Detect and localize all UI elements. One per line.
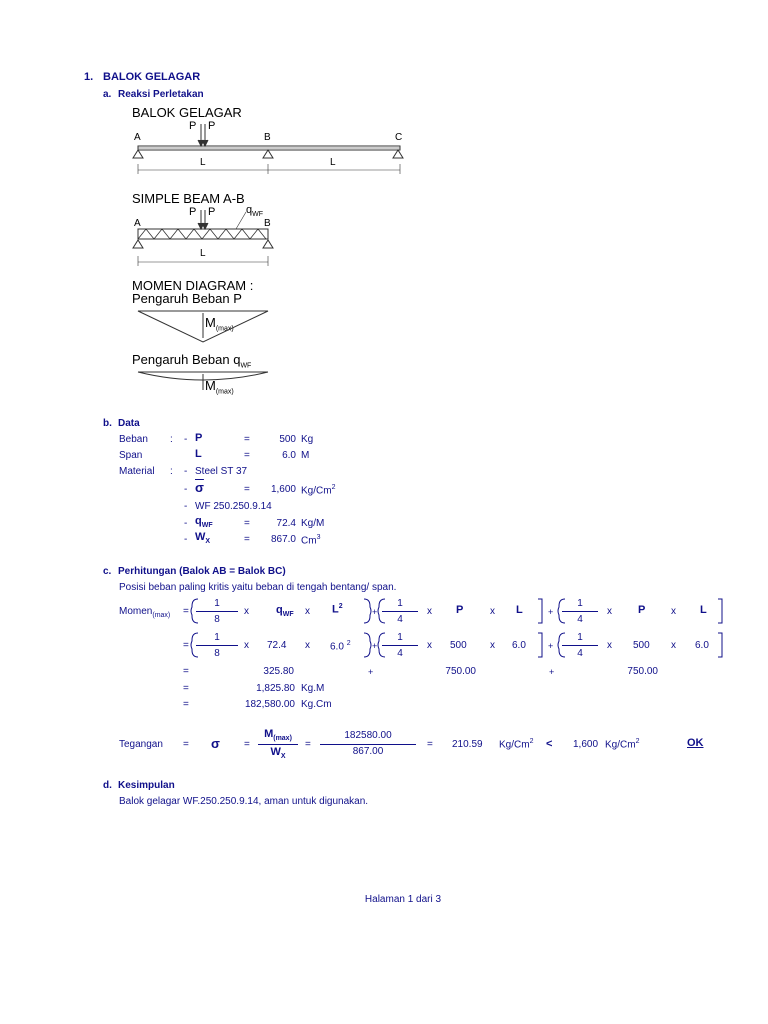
calc-q-symbol: $q_{WF}$ (276, 604, 294, 619)
tegangan-eq-1: = (183, 739, 189, 750)
conclusion-text: Balok gelagar WF.250.250.9.14, aman untuk digunakan. (119, 796, 369, 807)
diagram1-support-c: C (395, 132, 403, 143)
diagram2-load-left: P (189, 206, 197, 218)
diagram2-support-a: A (134, 218, 141, 229)
diagram3-mmax: $M_{(max)}$ (205, 315, 234, 333)
q-symbol: $q_{WF}$ (195, 515, 213, 530)
q-dash: - (184, 518, 188, 529)
allowable-unit: Kg/Cm$^2$ (605, 738, 640, 751)
l-symbol: L (195, 448, 202, 460)
diagram2-q-label: $q_{WF}$ (246, 204, 264, 219)
plus-3: + (372, 641, 378, 651)
section-number: 1. (84, 71, 94, 83)
result-part-2: 750.00 (445, 666, 476, 677)
allowable-stress: 1,600 (573, 739, 599, 750)
l-value: 6.0 (282, 450, 296, 461)
sigma-symbol: $\overline{\sigma}$ (195, 480, 204, 495)
l-unit: M (301, 450, 310, 461)
diagram1-load-right: P (208, 120, 216, 132)
tegangan-eq-3: = (305, 739, 311, 750)
w-value: 867.0 (270, 534, 296, 545)
sigma-unit: Kg/Cm$^2$ (301, 484, 336, 497)
plus-1: + (372, 607, 378, 617)
p-eq: = (244, 434, 250, 445)
steel-grade: Steel ST 37 (195, 466, 248, 477)
diagram2-support-b: B (264, 218, 271, 229)
wf-dash: - (184, 501, 188, 512)
less-than: < (546, 738, 553, 750)
w-eq: = (244, 534, 250, 545)
beban-label: Beban (119, 434, 148, 445)
plus-2: + (548, 607, 554, 617)
calc-l-symbol-a: L (516, 604, 523, 616)
subsection-a-number: a. (103, 89, 112, 100)
diagram2-title: SIMPLE BEAM A-B (132, 191, 245, 206)
q-value: 72.4 (276, 518, 296, 529)
x-7: x (244, 640, 249, 651)
frac-1-8-b: 1 8 (196, 632, 238, 659)
subsection-b-title: Data (118, 418, 140, 429)
page-footer: Halaman 1 dari 3 (364, 894, 442, 905)
diagram2-load-right: P (208, 206, 216, 218)
row3-eq: = (183, 666, 189, 677)
x-2: x (305, 606, 310, 617)
momen-total-cm-unit: Kg.Cm (301, 699, 332, 710)
section-title: BALOK GELAGAR (103, 71, 201, 83)
x-1: x (244, 606, 249, 617)
p-unit: Kg (301, 434, 314, 445)
row4-eq: = (183, 683, 189, 694)
diagram1-span-right: L (330, 157, 336, 168)
subsection-c-title: Perhitungan (Balok AB = Balok BC) (118, 566, 286, 577)
result-part-1: 325.80 (263, 666, 294, 677)
calc-l-value-squared: 6.0 $^2$ (330, 640, 351, 653)
material-colon: : (170, 466, 173, 477)
diagram4-mmax: $M_{(max)}$ (205, 378, 234, 396)
momen-eq: = (183, 606, 189, 617)
calc-q-value: 72.4 (267, 640, 287, 651)
frac-1-4-c: 1 4 (382, 632, 418, 659)
subsection-c-number: c. (103, 566, 112, 577)
tegangan-eq-4: = (427, 739, 433, 750)
p-value: 500 (279, 434, 296, 445)
x-11: x (607, 640, 612, 651)
calc-p-value-b: 500 (633, 640, 650, 651)
calc-l-value-b: 6.0 (695, 640, 709, 651)
frac-1-4-b: 1 4 (562, 598, 598, 625)
x-12: x (671, 640, 676, 651)
calc-l2-symbol: $L^2$ (332, 603, 343, 616)
fraction-line-2 (320, 744, 416, 745)
diagram3-subtitle: Pengaruh Beban P (132, 291, 242, 306)
x-10: x (490, 640, 495, 651)
numerator-value: 182580.00 (344, 730, 392, 741)
stress-unit: Kg/Cm$^2$ (499, 738, 534, 751)
sigma-value: 1,600 (270, 484, 296, 495)
frac-1-4-d: 1 4 (562, 632, 598, 659)
span-label: Span (119, 450, 143, 461)
momen-total: 1,825.80 (256, 683, 295, 694)
material-label: Material (119, 466, 155, 477)
beban-dash: - (184, 434, 188, 445)
wf-section: WF 250.250.9.14 (195, 501, 272, 512)
x-8: x (305, 640, 310, 651)
tegangan-eq-2: = (244, 739, 250, 750)
row5-eq: = (183, 699, 189, 710)
frac-1-4-a: 1 4 (382, 598, 418, 625)
calc-note: Posisi beban paling kritis yaitu beban di tengah bentang/ span. (119, 582, 397, 593)
stress-result: 210.59 (452, 739, 483, 750)
diagram1-support-b: B (264, 132, 271, 143)
diagram4-subtitle: Pengaruh Beban $q_{WF}$ (132, 352, 252, 370)
q-unit: Kg/M (301, 518, 325, 529)
diagram1-title: BALOK GELAGAR (132, 105, 242, 120)
x-5: x (607, 606, 612, 617)
calc-l-value-a: 6.0 (512, 640, 526, 651)
x-3: x (427, 606, 432, 617)
subsection-d-title: Kesimpulan (118, 780, 175, 791)
w-dash: - (184, 534, 188, 545)
calc-p-symbol-b: P (638, 604, 646, 616)
denominator-value: 867.00 (352, 746, 384, 757)
subsection-d-number: d. (103, 780, 112, 791)
plus-4: + (548, 641, 554, 651)
q-eq: = (244, 518, 250, 529)
wx-denominator: $W_X$ (270, 746, 286, 761)
x-9: x (427, 640, 432, 651)
diagram1-support-a: A (134, 132, 141, 143)
plus-5: + (368, 667, 374, 677)
ok-status: OK (687, 737, 704, 749)
x-6: x (671, 606, 676, 617)
frac-1-8-a: 1 8 (196, 598, 238, 625)
row2-eq: = (183, 640, 189, 651)
beban-colon: : (170, 434, 173, 445)
fraction-line-1 (258, 744, 298, 745)
w-unit: Cm$^3$ (301, 534, 321, 547)
mmax-numerator: $M_{(max)}$ (264, 728, 292, 743)
diagram1-load-left: P (189, 120, 197, 132)
calc-p-symbol-a: P (456, 604, 464, 616)
diagram1-span-left: L (200, 157, 206, 168)
calc-l-symbol-b: L (700, 604, 707, 616)
momen-total-cm: 182,580.00 (244, 699, 295, 710)
p-symbol: P (195, 432, 203, 444)
diagram2-span: L (200, 248, 206, 259)
momen-total-unit: Kg.M (301, 683, 325, 694)
result-part-3: 750.00 (627, 666, 658, 677)
x-4: x (490, 606, 495, 617)
subsection-a-title: Reaksi Perletakan (118, 89, 204, 100)
diagram3-title: MOMEN DIAGRAM : (132, 278, 254, 293)
subsection-b-number: b. (103, 418, 112, 429)
material-dash: - (184, 466, 188, 477)
tegangan-label: Tegangan (119, 739, 163, 750)
momen-label: Momen$_{(max)}$ (119, 606, 171, 619)
calc-p-value-a: 500 (450, 640, 467, 651)
sigma-dash: - (184, 484, 188, 495)
sigma-eq: = (244, 484, 250, 495)
plus-6: + (549, 667, 555, 677)
tegangan-sigma: σ (211, 736, 220, 751)
l-eq: = (244, 450, 250, 461)
w-symbol: $W_X$ (195, 531, 211, 546)
